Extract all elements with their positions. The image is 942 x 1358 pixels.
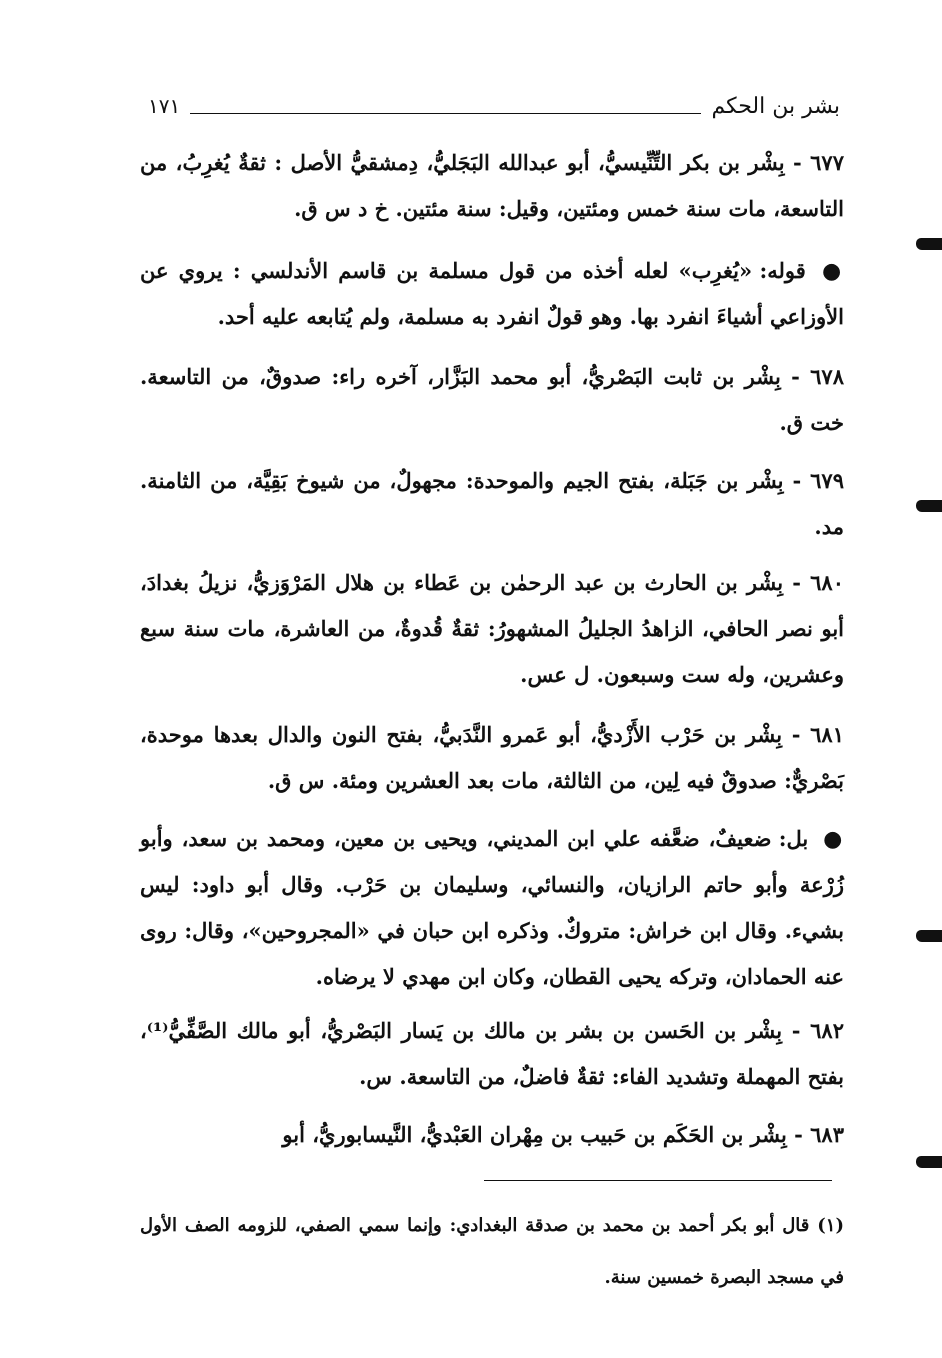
entry-681 [140,712,844,804]
entry-text: ٦٨٢ - بِشْر بن الحَسن بن بشر بن مالك بن يَسار البَصْريُّ، أبو مالك الصَّفِّيُّ⁽¹⁾، بفتح المهملة وتشديد الفاء: ثقةٌ فاضلٌ، من التاسعة. س. [140,1018,844,1089]
entry-677 [140,140,844,232]
entry-678 [140,354,844,446]
scan-edge-mark [916,1156,942,1168]
entry-text: ٦٧٩ - بِشْر بن جَبَلة، بفتح الجيم والموحدة: مجهولٌ، من شيوخ بَقِيَّة، من الثامنة. مد. [140,468,844,539]
entry-683 [140,1112,844,1158]
bullet-icon: ● [823,826,845,852]
commentary-681 [140,816,844,1000]
bullet-icon: ● [821,258,844,284]
page-header [148,86,840,126]
scan-edge-mark [916,500,942,512]
running-title: بشر بن الحكم [711,93,840,119]
entry-text: ٦٧٧ - بِشْر بن بكر التِّنِّيسيُّ، أبو عبدالله البَجَليُّ، دِمشقيُّ الأصل : ثقةٌ يُغرِبُ، من التاسعة، مات سنة خمس ومئتين، وقيل: سنة مئتين. خ د س ق. [140,150,844,221]
footnote [140,1200,844,1304]
commentary-text: بل: ضعيفٌ، ضعَّفه علي ابن المديني، ويحيى بن معين، ومحمد بن سعد، وأبو زُرْعة وأبو حاتم الرازيان، والنسائي، وسليمان بن حَرْب. وقال أبو داود: ليس بشيء. وقال ابن خراش: متروكٌ. وذكره ابن حبان في «المجروحين»، وقال: روى عنه الحمادان، وتركه يحيى القطان، وكان ابن مهدي لا يرضاه. [140,826,844,989]
entry-text: ٦٨١ - بِشْر بن حَرْب الأَزْديُّ، أبو عَمرو النَّدَبيُّ، بفتح النون والدال بعدها موحدة، بَصْريٌّ: صدوقٌ فيه لِين، من الثالثة، مات بعد العشرين ومئة. س ق. [140,722,844,793]
page-number: ١٧١ [148,94,181,118]
entry-text: ٦٧٨ - بِشْر بن ثابت البَصْريُّ، أبو محمد البَزَّار، آخره راء: صدوقٌ، من التاسعة. خت ق. [140,364,844,435]
footnote-text: (١) قال أبو بكر أحمد بن محمد بن صدقة البغدادي: وإنما سمي الصفي، للزومه الصف الأول في مسجد البصرة خمسين سنة. [140,1215,844,1288]
footnote-rule [484,1180,832,1181]
entry-text: ٦٨٠ - بِشْر بن الحارث بن عبد الرحمٰن بن عَطاء بن هلال المَرْوَزيُّ، نزيلُ بغدادَ، أبو نصر الحافي، الزاهدُ الجليلُ المشهورُ: ثقةٌ قُدوةٌ، من العاشرة، مات سنة سبع وعشرين، وله ست وسبعون. ل عس. [140,570,844,687]
commentary-text: قوله: «يُغرِب» لعله أخذه من قول مسلمة بن قاسم الأندلسي : يروي عن الأوزاعي أشياءَ انفرد بها. وهو قولٌ انفرد به مسلمة، ولم يُتابعه عليه أحد. [140,258,844,329]
commentary-677 [140,248,844,340]
scan-edge-mark [916,238,942,250]
scan-edge-mark [916,930,942,942]
header-rule [190,113,701,114]
entry-679 [140,458,844,550]
entry-text: ٦٨٣ - بِشْر بن الحَكَم بن حَبيب بن مِهْران العَبْديُّ، النَّيسابوريُّ، أبو [282,1122,844,1147]
entry-680 [140,560,844,698]
entry-682 [140,1008,844,1100]
